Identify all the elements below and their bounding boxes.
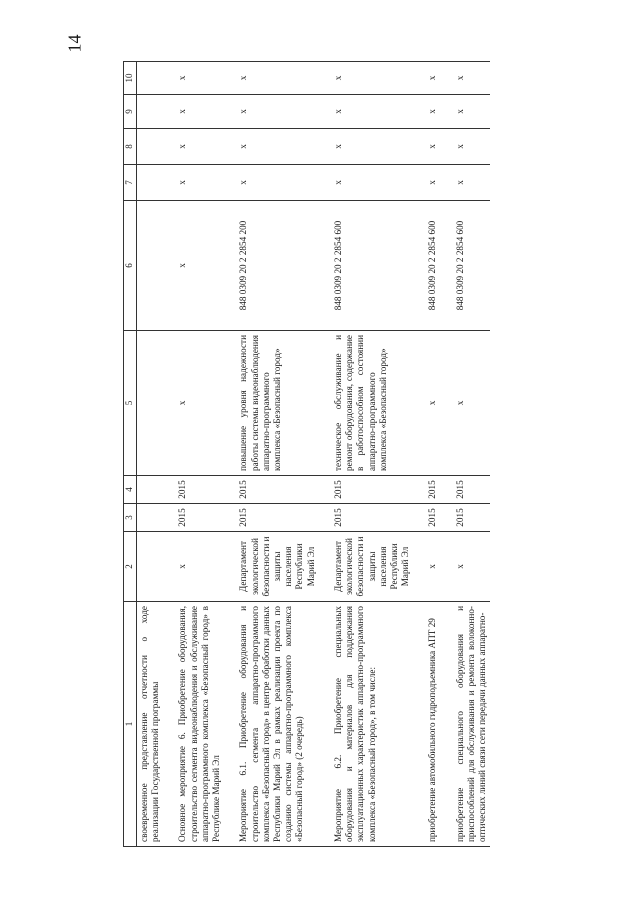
cell-end-year: 2015 (453, 476, 491, 504)
cell-col10: х (453, 62, 491, 95)
cell-end-year: 2015 (425, 476, 452, 504)
cell-col7 (137, 165, 176, 201)
column-header-6: 6 (124, 201, 137, 331)
cell-col9: х (236, 95, 331, 129)
cell-measure: Мероприятие 6.1. Приобретение оборудования и строительство сегмента аппаратно-программного комплекса «Безопасный город» в центре обработки данных Республики Марий Эл в рамках реализации проекта по созданию системы аппаратно-программного комплекса «Безопасный город» (2 очередь) (236, 602, 331, 847)
cell-end-year: 2015 (175, 476, 236, 504)
cell-col7: х (175, 165, 236, 201)
cell-start-year: 2015 (453, 504, 491, 532)
column-header-3: 3 (124, 504, 137, 532)
cell-col8: х (331, 129, 426, 165)
cell-end-year: 2015 (331, 476, 426, 504)
cell-col10: х (175, 62, 236, 95)
cell-measure: приобретение автомобильного гидроподъемника АПТ 29 (425, 602, 452, 847)
cell-col9 (137, 95, 176, 129)
cell-measure: своевременное представление отчетности о ходе реализации Государственной программы (137, 602, 176, 847)
column-header-5: 5 (124, 331, 137, 476)
column-header-8: 8 (124, 129, 137, 165)
cell-end-year (137, 476, 176, 504)
cell-executor: х (175, 532, 236, 602)
cell-col9: х (453, 95, 491, 129)
column-header-2: 2 (124, 532, 137, 602)
cell-col7: х (453, 165, 491, 201)
table-row (137, 62, 176, 847)
cell-col10: х (425, 62, 452, 95)
cell-result: техническое обслуживание и ремонт оборудования, содержание в работоспособном состоянии аппаратно-программного комплекса «Безопасный город» (331, 331, 426, 476)
cell-col10: х (236, 62, 331, 95)
column-header-10: 10 (124, 62, 137, 95)
cell-result: х (175, 331, 236, 476)
cell-col8 (137, 129, 176, 165)
cell-col10 (137, 62, 176, 95)
cell-col8: х (425, 129, 452, 165)
cell-start-year: 2015 (236, 504, 331, 532)
cell-result: х (453, 331, 491, 476)
page-number: 14 (64, 34, 85, 53)
cell-col7: х (331, 165, 426, 201)
cell-col7: х (425, 165, 452, 201)
column-header-4: 4 (124, 476, 137, 504)
cell-col9: х (425, 95, 452, 129)
table-row (236, 62, 331, 847)
cell-start-year: 2015 (175, 504, 236, 532)
cell-measure: приобретение специального оборудования и приспособлений для обслуживания и ремонта волоконно-оптических линий связи сети передачи данных аппаратно- (453, 602, 491, 847)
table-row (331, 62, 426, 847)
cell-budget-code: х (175, 201, 236, 331)
cell-executor: Департамент экологической безопасности и защиты населения Республики Марий Эл (331, 532, 426, 602)
cell-result (137, 331, 176, 476)
cell-measure: Основное мероприятие 6. Приобретение оборудования, строительство сегмента видеонаблюдения и обслуживание аппаратно-программного комплекса «Безопасный город» в Республике Марий Эл (175, 602, 236, 847)
cell-col7: х (236, 165, 331, 201)
cell-col9: х (331, 95, 426, 129)
header-row (124, 62, 137, 847)
cell-start-year: 2015 (425, 504, 452, 532)
cell-executor: х (453, 532, 491, 602)
cell-executor (137, 532, 176, 602)
cell-budget-code: 848 0309 20 2 2854 200 (236, 201, 331, 331)
cell-col8: х (175, 129, 236, 165)
column-header-9: 9 (124, 95, 137, 129)
cell-budget-code: 848 0309 20 2 2854 600 (331, 201, 426, 331)
cell-col8: х (453, 129, 491, 165)
cell-result: х (425, 331, 452, 476)
cell-budget-code: 848 0309 20 2 2854 600 (425, 201, 452, 331)
cell-col8: х (236, 129, 331, 165)
column-header-7: 7 (124, 165, 137, 201)
cell-result: повышение уровня надежности работы системы видеонаблюдения аппаратно-программного комплекса «Безопасный город» (236, 331, 331, 476)
program-table-wrapper (123, 62, 553, 847)
cell-end-year: 2015 (236, 476, 331, 504)
cell-measure: Мероприятие 6.2. Приобретение специальных оборудования и материалов для поддержания эксплуатационных характеристик аппаратно-программного комплекса «Безопасный город», в том числе: (331, 602, 426, 847)
cell-budget-code (137, 201, 176, 331)
table-row (453, 62, 491, 847)
cell-start-year (137, 504, 176, 532)
cell-start-year: 2015 (331, 504, 426, 532)
cell-col9: х (175, 95, 236, 129)
cell-budget-code: 848 0309 20 2 2854 600 (453, 201, 491, 331)
program-table (123, 61, 490, 847)
cell-col10: х (331, 62, 426, 95)
table-row (175, 62, 236, 847)
table-row (425, 62, 452, 847)
column-header-1: 1 (124, 602, 137, 847)
cell-executor: х (425, 532, 452, 602)
cell-executor: Департамент экологической безопасности и защиты населения Республики Марий Эл (236, 532, 331, 602)
